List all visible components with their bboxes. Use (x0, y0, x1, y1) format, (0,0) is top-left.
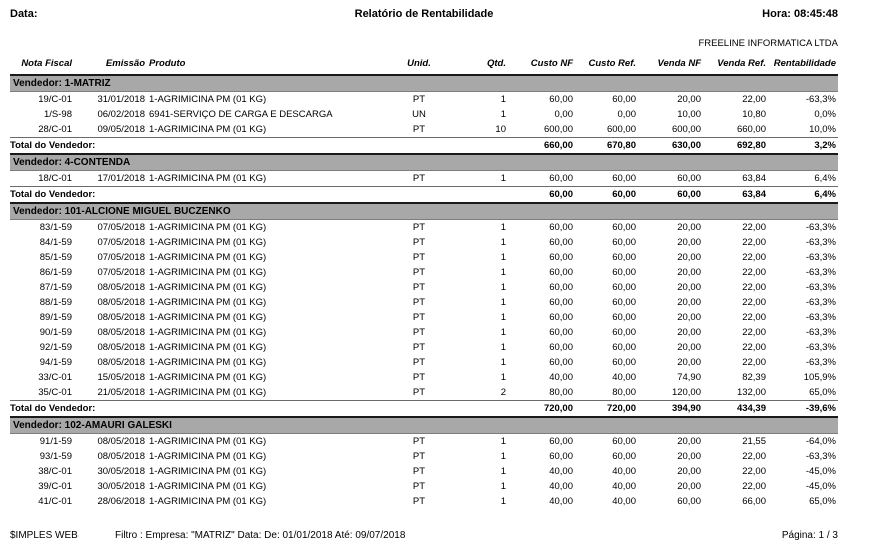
vendor-section-header (10, 154, 838, 171)
table-row (10, 295, 838, 310)
cell-venda-ref: 22,00 (742, 466, 766, 477)
total-cell-venda-ref: 63,84 (703, 187, 768, 204)
cell-rentabilidade: -63,3% (805, 451, 836, 462)
cell-emissao: 31/01/2018 (97, 94, 145, 105)
table-row (10, 122, 838, 138)
cell-produto: 1-AGRIMICINA PM (01 KG) (149, 267, 267, 278)
vendor-section-header (10, 417, 838, 434)
cell-produto: 1-AGRIMICINA PM (01 KG) (149, 466, 267, 477)
cell-nota-fiscal: 18/C-01 (38, 173, 72, 184)
cell-unid: UN (412, 109, 426, 120)
cell-venda-nf: 20,00 (677, 297, 701, 308)
cell-produto: 1-AGRIMICINA PM (01 KG) (149, 342, 267, 353)
cell-venda-ref: 22,00 (742, 451, 766, 462)
cell-emissao: 06/02/2018 (97, 109, 145, 120)
cell-nota-fiscal: 89/1-59 (39, 312, 72, 323)
cell-nota-fiscal: 88/1-59 (39, 297, 72, 308)
cell-custo-ref: 60,00 (612, 237, 636, 248)
vendor-total-row (10, 187, 838, 204)
cell-venda-ref: 22,00 (742, 94, 766, 105)
cell-produto: 1-AGRIMICINA PM (01 KG) (149, 357, 267, 368)
report-table (10, 56, 838, 509)
cell-unid: PT (412, 222, 426, 233)
column-header-qtd: Qtd. (487, 58, 506, 69)
cell-unid: PT (412, 297, 426, 308)
cell-venda-ref: 22,00 (742, 252, 766, 263)
cell-emissao: 07/05/2018 (97, 252, 145, 263)
cell-emissao: 08/05/2018 (97, 357, 145, 368)
company-name: FREELINE INFORMATICA LTDA (698, 38, 838, 49)
cell-produto: 1-AGRIMICINA PM (01 KG) (149, 124, 267, 135)
cell-venda-nf: 20,00 (677, 237, 701, 248)
cell-custo-nf: 60,00 (549, 342, 573, 353)
vendor-total-row (10, 138, 838, 155)
cell-nota-fiscal: 41/C-01 (38, 496, 72, 507)
cell-venda-ref: 22,00 (742, 297, 766, 308)
cell-produto: 1-AGRIMICINA PM (01 KG) (149, 451, 267, 462)
cell-venda-ref: 22,00 (742, 342, 766, 353)
cell-unid: PT (412, 496, 426, 507)
cell-rentabilidade: -63,3% (805, 267, 836, 278)
cell-venda-ref: 82,39 (742, 372, 766, 383)
cell-custo-nf: 80,00 (549, 387, 573, 398)
cell-venda-nf: 20,00 (677, 342, 701, 353)
cell-qtd: 1 (500, 372, 506, 383)
cell-unid: PT (412, 342, 426, 353)
cell-custo-ref: 0,00 (617, 109, 636, 120)
footer-page-number: Página: 1 / 3 (781, 530, 838, 541)
cell-venda-ref: 22,00 (742, 312, 766, 323)
table-row (10, 355, 838, 370)
total-cell-venda-nf: 60,00 (638, 187, 703, 204)
column-header-rentabilidade: Rentabilidade (773, 58, 836, 69)
cell-nota-fiscal: 39/C-01 (38, 481, 72, 492)
cell-produto: 1-AGRIMICINA PM (01 KG) (149, 237, 267, 248)
cell-produto: 1-AGRIMICINA PM (01 KG) (149, 327, 267, 338)
cell-venda-nf: 20,00 (677, 481, 701, 492)
vendor-section-header (10, 75, 838, 92)
cell-nota-fiscal: 92/1-59 (39, 342, 72, 353)
vendor-total-row (10, 401, 838, 418)
cell-nota-fiscal: 93/1-59 (39, 451, 72, 462)
total-cell-custo-ref: 60,00 (575, 187, 638, 204)
table-row (10, 250, 838, 265)
cell-venda-nf: 120,00 (671, 387, 701, 398)
cell-custo-nf: 60,00 (549, 252, 573, 263)
cell-unid: PT (412, 466, 426, 477)
column-header-emissao: Emissão (105, 58, 145, 69)
cell-custo-nf: 60,00 (549, 451, 573, 462)
cell-custo-nf: 40,00 (549, 466, 573, 477)
cell-rentabilidade: -63,3% (805, 312, 836, 323)
cell-venda-nf: 20,00 (677, 436, 701, 447)
cell-rentabilidade: -63,3% (805, 94, 836, 105)
cell-rentabilidade: -63,3% (805, 327, 836, 338)
cell-custo-ref: 60,00 (612, 342, 636, 353)
cell-venda-nf: 20,00 (677, 222, 701, 233)
cell-custo-nf: 60,00 (549, 282, 573, 293)
cell-rentabilidade: 6,4% (814, 173, 836, 184)
cell-custo-ref: 60,00 (612, 451, 636, 462)
cell-unid: PT (412, 282, 426, 293)
report-time: Hora: 08:45:48 (762, 8, 838, 20)
cell-qtd: 1 (500, 109, 506, 120)
table-row (10, 171, 838, 187)
cell-nota-fiscal: 33/C-01 (38, 372, 72, 383)
cell-venda-ref: 22,00 (742, 267, 766, 278)
cell-produto: 1-AGRIMICINA PM (01 KG) (149, 481, 267, 492)
cell-custo-ref: 60,00 (612, 357, 636, 368)
table-row (10, 449, 838, 464)
column-header-custo-nf: Custo NF (530, 58, 573, 69)
cell-custo-ref: 60,00 (612, 327, 636, 338)
total-cell-custo-nf: 60,00 (508, 187, 575, 204)
vendor-total-label: Total do Vendedor: (10, 187, 508, 204)
cell-custo-ref: 40,00 (612, 496, 636, 507)
cell-emissao: 09/05/2018 (97, 124, 145, 135)
table-row (10, 107, 838, 122)
cell-qtd: 1 (500, 252, 506, 263)
cell-custo-ref: 40,00 (612, 372, 636, 383)
cell-emissao: 07/05/2018 (97, 267, 145, 278)
cell-produto: 1-AGRIMICINA PM (01 KG) (149, 387, 267, 398)
cell-produto: 1-AGRIMICINA PM (01 KG) (149, 496, 267, 507)
cell-produto: 1-AGRIMICINA PM (01 KG) (149, 252, 267, 263)
cell-nota-fiscal: 91/1-59 (39, 436, 72, 447)
cell-emissao: 08/05/2018 (97, 327, 145, 338)
cell-custo-ref: 40,00 (612, 466, 636, 477)
cell-produto: 1-AGRIMICINA PM (01 KG) (149, 436, 267, 447)
vendor-section-label: Vendedor: 102-AMAURI GALESKI (10, 417, 838, 434)
report-header (10, 8, 838, 20)
cell-venda-nf: 74,90 (677, 372, 701, 383)
cell-custo-ref: 60,00 (612, 252, 636, 263)
cell-custo-ref: 600,00 (606, 124, 636, 135)
cell-venda-ref: 22,00 (742, 481, 766, 492)
cell-rentabilidade: 65,0% (809, 387, 836, 398)
cell-emissao: 30/05/2018 (97, 481, 145, 492)
cell-venda-nf: 60,00 (677, 496, 701, 507)
cell-custo-ref: 60,00 (612, 282, 636, 293)
cell-custo-nf: 60,00 (549, 357, 573, 368)
cell-unid: PT (412, 312, 426, 323)
total-cell-custo-nf: 720,00 (508, 401, 575, 418)
table-row (10, 280, 838, 295)
cell-unid: PT (412, 237, 426, 248)
cell-rentabilidade: -63,3% (805, 342, 836, 353)
cell-custo-ref: 60,00 (612, 94, 636, 105)
cell-nota-fiscal: 83/1-59 (39, 222, 72, 233)
page-title: Relatório de Rentabilidade (354, 8, 494, 20)
cell-qtd: 1 (500, 94, 506, 105)
column-header-custo-ref: Custo Ref. (588, 58, 636, 69)
cell-venda-ref: 10,80 (742, 109, 766, 120)
cell-produto: 6941-SERVIÇO DE CARGA E DESCARGA (149, 109, 333, 120)
cell-venda-ref: 660,00 (736, 124, 766, 135)
cell-custo-nf: 60,00 (549, 173, 573, 184)
total-cell-venda-ref: 434,39 (703, 401, 768, 418)
cell-emissao: 30/05/2018 (97, 466, 145, 477)
cell-custo-nf: 60,00 (549, 94, 573, 105)
cell-qtd: 1 (500, 451, 506, 462)
cell-custo-nf: 60,00 (549, 267, 573, 278)
cell-rentabilidade: -63,3% (805, 297, 836, 308)
table-row (10, 464, 838, 479)
cell-emissao: 08/05/2018 (97, 451, 145, 462)
cell-emissao: 08/05/2018 (97, 342, 145, 353)
cell-custo-nf: 60,00 (549, 312, 573, 323)
table-row (10, 235, 838, 250)
cell-produto: 1-AGRIMICINA PM (01 KG) (149, 312, 267, 323)
total-cell-rentabilidade: -39,6% (768, 401, 838, 418)
cell-venda-nf: 20,00 (677, 357, 701, 368)
table-row (10, 370, 838, 385)
cell-venda-ref: 22,00 (742, 327, 766, 338)
cell-custo-nf: 60,00 (549, 237, 573, 248)
cell-custo-nf: 40,00 (549, 372, 573, 383)
cell-produto: 1-AGRIMICINA PM (01 KG) (149, 282, 267, 293)
table-row (10, 494, 838, 509)
cell-qtd: 1 (500, 267, 506, 278)
cell-venda-ref: 22,00 (742, 222, 766, 233)
column-header-nota-fiscal: Nota Fiscal (21, 58, 72, 69)
cell-unid: PT (412, 372, 426, 383)
cell-emissao: 28/06/2018 (97, 496, 145, 507)
cell-produto: 1-AGRIMICINA PM (01 KG) (149, 94, 267, 105)
cell-unid: PT (412, 94, 426, 105)
cell-venda-nf: 20,00 (677, 267, 701, 278)
cell-qtd: 1 (500, 327, 506, 338)
cell-rentabilidade: 105,9% (803, 372, 836, 383)
vendor-section-label: Vendedor: 1-MATRIZ (10, 75, 838, 92)
cell-venda-nf: 20,00 (677, 282, 701, 293)
cell-custo-nf: 40,00 (549, 496, 573, 507)
cell-custo-nf: 60,00 (549, 436, 573, 447)
cell-emissao: 17/01/2018 (97, 173, 145, 184)
cell-unid: PT (412, 436, 426, 447)
cell-custo-nf: 60,00 (549, 327, 573, 338)
table-row (10, 479, 838, 494)
cell-unid: PT (412, 481, 426, 492)
vendor-section-header (10, 203, 838, 220)
vendor-section-label: Vendedor: 101-ALCIONE MIGUEL BUCZENKO (10, 203, 838, 220)
column-header-row (10, 56, 838, 75)
cell-custo-nf: 60,00 (549, 222, 573, 233)
report-date-label: Data: (10, 8, 38, 20)
cell-unid: PT (412, 173, 426, 184)
cell-emissao: 15/05/2018 (97, 372, 145, 383)
cell-nota-fiscal: 28/C-01 (38, 124, 72, 135)
total-cell-venda-nf: 394,90 (638, 401, 703, 418)
cell-nota-fiscal: 90/1-59 (39, 327, 72, 338)
cell-unid: PT (412, 327, 426, 338)
total-cell-custo-nf: 660,00 (508, 138, 575, 155)
cell-custo-ref: 40,00 (612, 481, 636, 492)
cell-venda-nf: 600,00 (671, 124, 701, 135)
table-row (10, 92, 838, 108)
cell-custo-ref: 60,00 (612, 267, 636, 278)
cell-unid: PT (412, 124, 426, 135)
cell-venda-ref: 22,00 (742, 282, 766, 293)
cell-rentabilidade: -45,0% (805, 481, 836, 492)
cell-custo-ref: 60,00 (612, 173, 636, 184)
cell-qtd: 2 (500, 387, 506, 398)
cell-nota-fiscal: 84/1-59 (39, 237, 72, 248)
cell-venda-ref: 66,00 (742, 496, 766, 507)
cell-emissao: 07/05/2018 (97, 222, 145, 233)
total-cell-venda-ref: 692,80 (703, 138, 768, 155)
table-row (10, 325, 838, 340)
cell-venda-ref: 132,00 (736, 387, 766, 398)
cell-rentabilidade: -63,3% (805, 237, 836, 248)
cell-qtd: 1 (500, 222, 506, 233)
cell-nota-fiscal: 94/1-59 (39, 357, 72, 368)
cell-venda-ref: 21,55 (742, 436, 766, 447)
cell-qtd: 1 (500, 436, 506, 447)
cell-produto: 1-AGRIMICINA PM (01 KG) (149, 173, 267, 184)
cell-unid: PT (412, 451, 426, 462)
report-footer (10, 530, 838, 541)
cell-qtd: 1 (500, 297, 506, 308)
cell-venda-nf: 20,00 (677, 94, 701, 105)
footer-app-name: $IMPLES WEB (10, 530, 78, 541)
cell-nota-fiscal: 1/S-98 (44, 109, 72, 120)
cell-nota-fiscal: 85/1-59 (39, 252, 72, 263)
cell-custo-nf: 0,00 (554, 109, 573, 120)
cell-emissao: 08/05/2018 (97, 297, 145, 308)
cell-unid: PT (412, 252, 426, 263)
cell-nota-fiscal: 87/1-59 (39, 282, 72, 293)
cell-qtd: 1 (500, 466, 506, 477)
cell-emissao: 07/05/2018 (97, 237, 145, 248)
cell-produto: 1-AGRIMICINA PM (01 KG) (149, 297, 267, 308)
cell-venda-nf: 10,00 (677, 109, 701, 120)
cell-qtd: 1 (500, 312, 506, 323)
cell-custo-nf: 600,00 (543, 124, 573, 135)
cell-emissao: 08/05/2018 (97, 436, 145, 447)
cell-emissao: 08/05/2018 (97, 282, 145, 293)
cell-rentabilidade: -63,3% (805, 357, 836, 368)
cell-rentabilidade: 0,0% (814, 109, 836, 120)
cell-rentabilidade: 65,0% (809, 496, 836, 507)
vendor-section-label: Vendedor: 4-CONTENDA (10, 154, 838, 171)
column-header-venda-ref: Venda Ref. (717, 58, 766, 69)
table-row (10, 220, 838, 236)
table-row (10, 265, 838, 280)
cell-venda-nf: 20,00 (677, 451, 701, 462)
cell-rentabilidade: 10,0% (809, 124, 836, 135)
cell-venda-nf: 20,00 (677, 312, 701, 323)
cell-custo-ref: 80,00 (612, 387, 636, 398)
cell-produto: 1-AGRIMICINA PM (01 KG) (149, 222, 267, 233)
cell-custo-ref: 60,00 (612, 312, 636, 323)
cell-custo-ref: 60,00 (612, 436, 636, 447)
column-header-produto: Produto (149, 58, 186, 69)
cell-venda-ref: 22,00 (742, 357, 766, 368)
cell-emissao: 08/05/2018 (97, 312, 145, 323)
cell-rentabilidade: -45,0% (805, 466, 836, 477)
total-cell-custo-ref: 670,80 (575, 138, 638, 155)
cell-custo-ref: 60,00 (612, 222, 636, 233)
cell-venda-nf: 20,00 (677, 466, 701, 477)
cell-venda-ref: 22,00 (742, 237, 766, 248)
cell-qtd: 1 (500, 282, 506, 293)
cell-rentabilidade: -63,3% (805, 282, 836, 293)
cell-rentabilidade: -63,3% (805, 222, 836, 233)
cell-venda-nf: 20,00 (677, 252, 701, 263)
cell-qtd: 1 (500, 481, 506, 492)
cell-custo-nf: 60,00 (549, 297, 573, 308)
column-header-venda-nf: Venda NF (657, 58, 701, 69)
cell-qtd: 10 (495, 124, 506, 135)
cell-rentabilidade: -63,3% (805, 252, 836, 263)
column-header-unid: Unid. (407, 58, 431, 69)
cell-venda-nf: 60,00 (677, 173, 701, 184)
table-row (10, 434, 838, 450)
total-cell-custo-ref: 720,00 (575, 401, 638, 418)
cell-emissao: 21/05/2018 (97, 387, 145, 398)
cell-qtd: 1 (500, 496, 506, 507)
cell-venda-nf: 20,00 (677, 327, 701, 338)
cell-custo-nf: 40,00 (549, 481, 573, 492)
cell-nota-fiscal: 38/C-01 (38, 466, 72, 477)
cell-venda-ref: 63,84 (742, 173, 766, 184)
footer-filter: Filtro : Empresa: "MATRIZ" Data: De: 01/01/2018 Até: 09/07/2018 (115, 530, 406, 541)
cell-unid: PT (412, 387, 426, 398)
table-row (10, 340, 838, 355)
cell-nota-fiscal: 19/C-01 (38, 94, 72, 105)
total-cell-rentabilidade: 6,4% (768, 187, 838, 204)
total-cell-rentabilidade: 3,2% (768, 138, 838, 155)
table-row (10, 385, 838, 401)
cell-qtd: 1 (500, 237, 506, 248)
vendor-total-label: Total do Vendedor: (10, 138, 508, 155)
cell-nota-fiscal: 35/C-01 (38, 387, 72, 398)
vendor-total-label: Total do Vendedor: (10, 401, 508, 418)
cell-qtd: 1 (500, 173, 506, 184)
cell-qtd: 1 (500, 357, 506, 368)
cell-produto: 1-AGRIMICINA PM (01 KG) (149, 372, 267, 383)
cell-nota-fiscal: 86/1-59 (39, 267, 72, 278)
total-cell-venda-nf: 630,00 (638, 138, 703, 155)
table-row (10, 310, 838, 325)
cell-unid: PT (412, 267, 426, 278)
cell-rentabilidade: -64,0% (805, 436, 836, 447)
cell-unid: PT (412, 357, 426, 368)
cell-qtd: 1 (500, 342, 506, 353)
cell-custo-ref: 60,00 (612, 297, 636, 308)
